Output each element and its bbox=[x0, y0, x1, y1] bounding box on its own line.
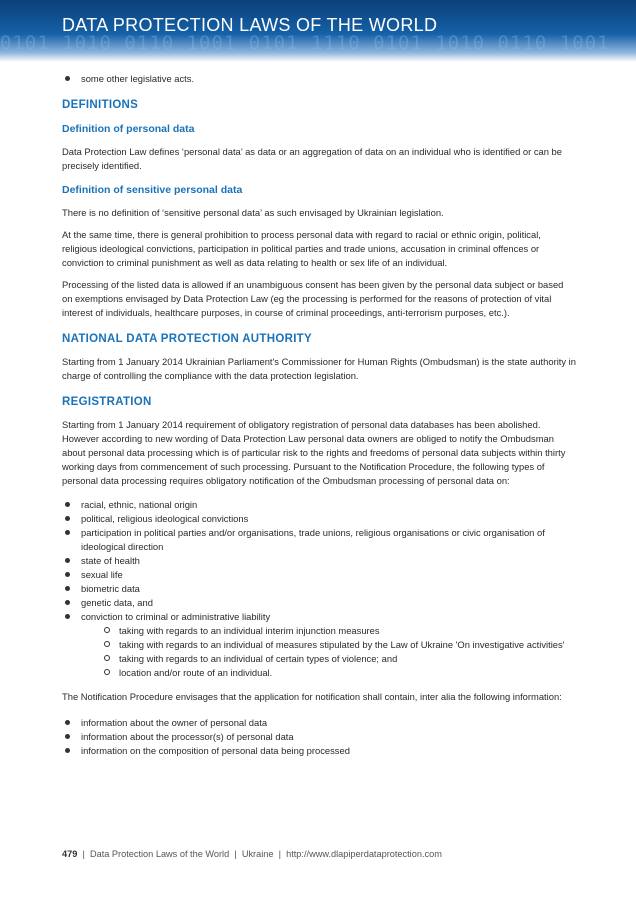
list-item-text: information about the processor(s) of personal data bbox=[81, 731, 294, 742]
sub-list bbox=[81, 624, 576, 680]
list-item-text: information about the owner of personal data bbox=[81, 717, 268, 728]
sub-list-item bbox=[100, 638, 576, 652]
bullet-icon bbox=[65, 614, 70, 619]
bullet-icon bbox=[65, 748, 70, 753]
list-item-text: racial, ethnic, national origin bbox=[81, 499, 198, 510]
list-item bbox=[62, 72, 576, 86]
footer-separator: | bbox=[278, 849, 281, 859]
sub-list-item bbox=[100, 666, 576, 680]
list-item bbox=[62, 498, 576, 512]
list-item-text: state of health bbox=[81, 555, 140, 566]
sub-list-item-text: taking with regards to an individual of certain types of violence; and bbox=[119, 653, 398, 664]
bullet-icon bbox=[65, 734, 70, 739]
list-item bbox=[62, 596, 576, 610]
list-item bbox=[62, 730, 576, 744]
list-item-text: participation in political parties and/or organisations, trade unions, religious organisations or civic organisation of ideological direction bbox=[81, 527, 545, 552]
list-item bbox=[62, 744, 576, 758]
list-item bbox=[62, 716, 576, 730]
list-item bbox=[62, 554, 576, 568]
bullet-icon bbox=[65, 76, 70, 81]
registration-heading: REGISTRATION bbox=[62, 396, 152, 408]
notification-list bbox=[62, 716, 576, 758]
footer-separator: | bbox=[82, 849, 85, 859]
hollow-bullet-icon bbox=[104, 669, 110, 675]
binary-pattern-decoration: 0101 1010 0110 1001 0101 1110 0101 1010 0110 1001 bbox=[0, 32, 610, 54]
list-item-text: some other legislative acts. bbox=[81, 73, 195, 84]
sensitive-paragraph-1: There is no definition of ‘sensitive personal data’ as such envisaged by Ukrainian legislation. bbox=[62, 207, 444, 218]
sub-list-item-text: location and/or route of an individual. bbox=[119, 667, 273, 678]
sensitive-paragraph-2: At the same time, there is general prohibition to process personal data with regard to racial or ethnic origin, political, religious ideological convictions, participation in political parties and trade unions, accusation in criminal offences or conviction to criminal punishment as well as data relating to health or sex life of an individual. bbox=[62, 229, 541, 268]
header-banner bbox=[0, 0, 636, 62]
bullet-icon bbox=[65, 572, 70, 577]
list-item-text: sexual life bbox=[81, 569, 123, 580]
hollow-bullet-icon bbox=[104, 655, 110, 661]
authority-heading: NATIONAL DATA PROTECTION AUTHORITY bbox=[62, 333, 312, 345]
definitions-heading: DEFINITIONS bbox=[62, 99, 139, 111]
list-item-text: information on the composition of personal data being processed bbox=[81, 745, 350, 756]
personal-data-paragraph: Data Protection Law defines ‘personal data’ as data or an aggregation of data on an individual who is identified or can be precisely identified. bbox=[62, 146, 562, 171]
document-body bbox=[62, 72, 576, 766]
intro-list bbox=[62, 72, 576, 86]
list-item bbox=[62, 568, 576, 582]
footer-title: Data Protection Laws of the World bbox=[89, 849, 230, 859]
list-item-text: conviction to criminal or administrative liability bbox=[81, 611, 271, 622]
list-item bbox=[62, 582, 576, 596]
sensitive-data-heading: Definition of sensitive personal data bbox=[62, 184, 243, 196]
list-item-text: genetic data, and bbox=[81, 597, 153, 608]
hollow-bullet-icon bbox=[104, 641, 110, 647]
bullet-icon bbox=[65, 530, 70, 535]
list-item bbox=[62, 610, 576, 680]
hollow-bullet-icon bbox=[104, 627, 110, 633]
sub-list-item-text: taking with regards to an individual of measures stipulated by the Law of Ukraine 'On investigative activities' bbox=[119, 639, 565, 650]
footer-country: Ukraine bbox=[241, 849, 274, 859]
bullet-icon bbox=[65, 600, 70, 605]
list-item bbox=[62, 512, 576, 526]
personal-data-heading: Definition of personal data bbox=[62, 123, 195, 135]
bullet-icon bbox=[65, 586, 70, 591]
authority-paragraph: Starting from 1 January 2014 Ukrainian Parliament's Commissioner for Human Rights (Ombudsman) is the state authority in charge of controlling the compliance with the data protection legislation. bbox=[62, 356, 576, 381]
sub-list-item bbox=[100, 652, 576, 666]
bullet-icon bbox=[65, 720, 70, 725]
page-number: 479 bbox=[62, 849, 78, 859]
footer-separator: | bbox=[234, 849, 237, 859]
list-item-text: biometric data bbox=[81, 583, 140, 594]
sensitive-paragraph-3: Processing of the listed data is allowed if an unambiguous consent has been given by the personal data subject or based on exemptions envisaged by Data Protection Law (eg the processing is performed for the reasons of protection of vital interest of individuals, healthcare purposes, in course of criminal proceedings, anti-terrorism purposes, etc.). bbox=[62, 279, 564, 318]
banner-title: DATA PROTECTION LAWS OF THE WORLD bbox=[62, 15, 438, 35]
list-item-text: political, religious ideological convictions bbox=[81, 513, 249, 524]
bullet-icon bbox=[65, 558, 70, 563]
list-item bbox=[62, 526, 576, 554]
page-footer bbox=[62, 849, 442, 859]
footer-url-link[interactable]: http://www.dlapiperdataprotection.com bbox=[286, 849, 442, 859]
registration-paragraph: Starting from 1 January 2014 requirement of obligatory registration of personal data databases has been abolished. However according to new wording of Data Protection Law personal data owners are obliged to notify the Ombudsman about personal data processing which is of particular risk to the rights and freedoms of personal data subjects within thirty working days from commencement of such processing. Pursuant to the Notification Procedure, the following types of personal data processing requires obligatory notification of the Ombudsman processing of personal data on: bbox=[62, 419, 566, 486]
notification-paragraph: The Notification Procedure envisages that the application for notification shall contain, inter alia the following information: bbox=[62, 691, 562, 702]
sub-list-item-text: taking with regards to an individual interim injunction measures bbox=[119, 625, 380, 636]
bullet-icon bbox=[65, 502, 70, 507]
bullet-icon bbox=[65, 516, 70, 521]
sub-list-item bbox=[100, 624, 576, 638]
registration-list bbox=[62, 498, 576, 680]
